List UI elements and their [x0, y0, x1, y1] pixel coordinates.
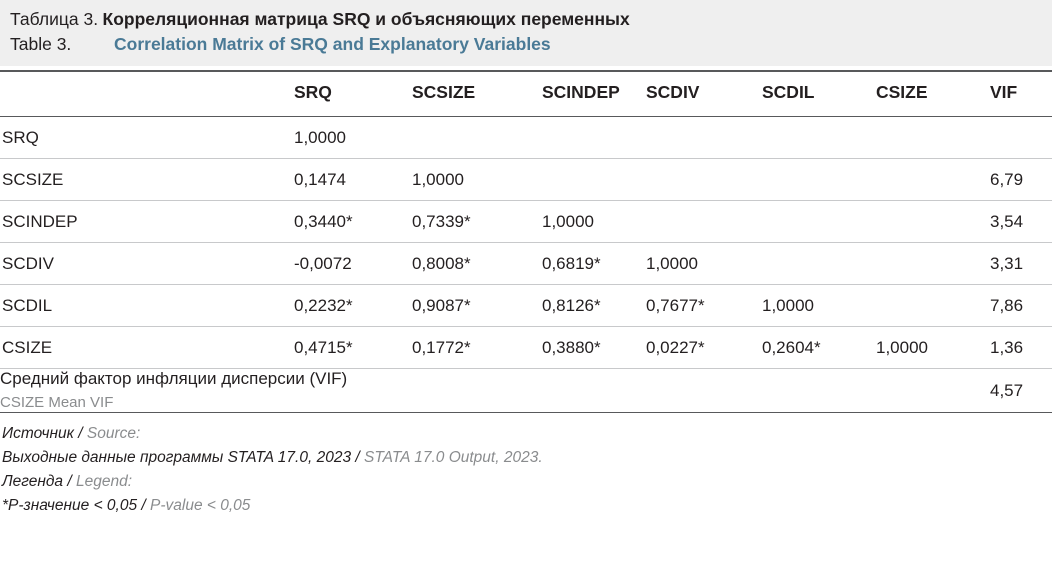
- row-label: SCINDEP: [2, 211, 78, 231]
- cell-scsize: 0,1772*: [412, 337, 471, 357]
- cell-scdiv: 0,0227*: [646, 337, 705, 357]
- cell-scdil: 1,0000: [762, 295, 814, 315]
- caption-title-en: Correlation Matrix of SRQ and Explanatory Variables: [114, 34, 551, 55]
- note-ru: Источник: [2, 425, 74, 443]
- cell-scsize: 0,8008*: [412, 253, 471, 273]
- cell-srq: 0,2232*: [294, 295, 353, 315]
- table-row: [0, 159, 1052, 201]
- table-row: [0, 243, 1052, 285]
- mean-vif-label-en: CSIZE Mean VIF: [0, 393, 114, 411]
- cell-scindep: [542, 159, 646, 201]
- table-row: [0, 117, 1052, 159]
- cell-scdil: 0,2604*: [762, 337, 821, 357]
- column-header-scindep: SCINDEP: [542, 82, 620, 103]
- caption-title-ru: Корреляционная матрица SRQ и объясняющих переменных: [102, 9, 630, 29]
- table-notes: [0, 413, 1052, 518]
- column-header-srq: SRQ: [294, 82, 332, 103]
- caption-label-en: Table 3.: [10, 34, 72, 55]
- mean-vif-label: [0, 369, 990, 413]
- row-label: SCSIZE: [2, 169, 64, 189]
- note-line: [2, 446, 1050, 470]
- column-header-blank: [0, 71, 294, 117]
- note-en: Source:: [86, 425, 141, 443]
- row-label: SCDIV: [2, 253, 54, 273]
- cell-srq: 1,0000: [294, 127, 346, 147]
- cell-srq: -0,0072: [294, 253, 352, 273]
- cell-scdil: [762, 243, 876, 285]
- note-sep: /: [137, 497, 151, 515]
- cell-scdiv: [646, 201, 762, 243]
- row-label: SRQ: [2, 127, 39, 147]
- note-en: P-value < 0,05: [150, 497, 251, 515]
- table-header-row: [0, 71, 1052, 117]
- row-label: SCDIL: [2, 295, 53, 315]
- caption-label-ru: Таблица 3.: [10, 9, 99, 29]
- mean-vif-row: [0, 369, 1052, 413]
- cell-scdiv: [646, 159, 762, 201]
- table-caption: [0, 0, 1052, 66]
- cell-srq: 0,1474: [294, 169, 346, 189]
- cell-vif: 3,54: [990, 211, 1024, 231]
- cell-vif: 3,31: [990, 253, 1024, 273]
- cell-scindep: 0,6819*: [542, 253, 601, 273]
- note-ru: Выходные данные программы STATA 17.0, 2023: [2, 449, 352, 467]
- cell-scdiv: 1,0000: [646, 253, 698, 273]
- cell-vif: 7,86: [990, 295, 1024, 315]
- caption-line-en: [10, 33, 1042, 56]
- cell-scdil: [762, 117, 876, 159]
- column-header-vif: VIF: [990, 82, 1018, 103]
- correlation-matrix-table: [0, 70, 1052, 413]
- cell-srq: 0,3440*: [294, 211, 353, 231]
- table-row: [0, 201, 1052, 243]
- note-sep: /: [351, 449, 364, 467]
- cell-csize: [876, 243, 990, 285]
- caption-line-ru: [10, 8, 1042, 31]
- cell-csize: 1,0000: [876, 337, 928, 357]
- cell-scindep: [542, 117, 646, 159]
- cell-csize: [876, 117, 990, 159]
- cell-vif: 6,79: [990, 169, 1024, 189]
- cell-csize: [876, 201, 990, 243]
- cell-scindep: 0,8126*: [542, 295, 601, 315]
- cell-scdiv: [646, 117, 762, 159]
- cell-scsize: 0,9087*: [412, 295, 471, 315]
- cell-vif: [990, 117, 1052, 159]
- cell-scdil: [762, 159, 876, 201]
- cell-csize: [876, 285, 990, 327]
- cell-scsize: [412, 117, 542, 159]
- cell-vif: 1,36: [990, 337, 1024, 357]
- mean-vif-label-ru: Средний фактор инфляции дисперсии (VIF): [0, 369, 348, 389]
- cell-scsize: 0,7339*: [412, 211, 471, 231]
- cell-csize: [876, 159, 990, 201]
- note-line: [2, 422, 1050, 446]
- column-header-scdil: SCDIL: [762, 82, 815, 103]
- note-ru: Легенда: [2, 473, 64, 491]
- table-row: [0, 327, 1052, 369]
- column-header-scsize: SCSIZE: [412, 82, 476, 103]
- note-line: [2, 470, 1050, 494]
- mean-vif-value: 4,57: [990, 380, 1024, 400]
- note-line: [2, 494, 1050, 518]
- table-row: [0, 285, 1052, 327]
- cell-scindep: 1,0000: [542, 211, 594, 231]
- cell-srq: 0,4715*: [294, 337, 353, 357]
- cell-scindep: 0,3880*: [542, 337, 601, 357]
- row-label: CSIZE: [2, 337, 53, 357]
- note-sep: /: [74, 425, 87, 443]
- note-en: STATA 17.0 Output, 2023.: [363, 449, 543, 467]
- note-en: Legend:: [75, 473, 133, 491]
- note-sep: /: [63, 473, 76, 491]
- column-header-scdiv: SCDIV: [646, 82, 700, 103]
- cell-scdiv: 0,7677*: [646, 295, 705, 315]
- column-header-csize: CSIZE: [876, 82, 928, 103]
- cell-scsize: 1,0000: [412, 169, 464, 189]
- cell-scdil: [762, 201, 876, 243]
- note-ru: *Р-значение < 0,05: [2, 497, 138, 515]
